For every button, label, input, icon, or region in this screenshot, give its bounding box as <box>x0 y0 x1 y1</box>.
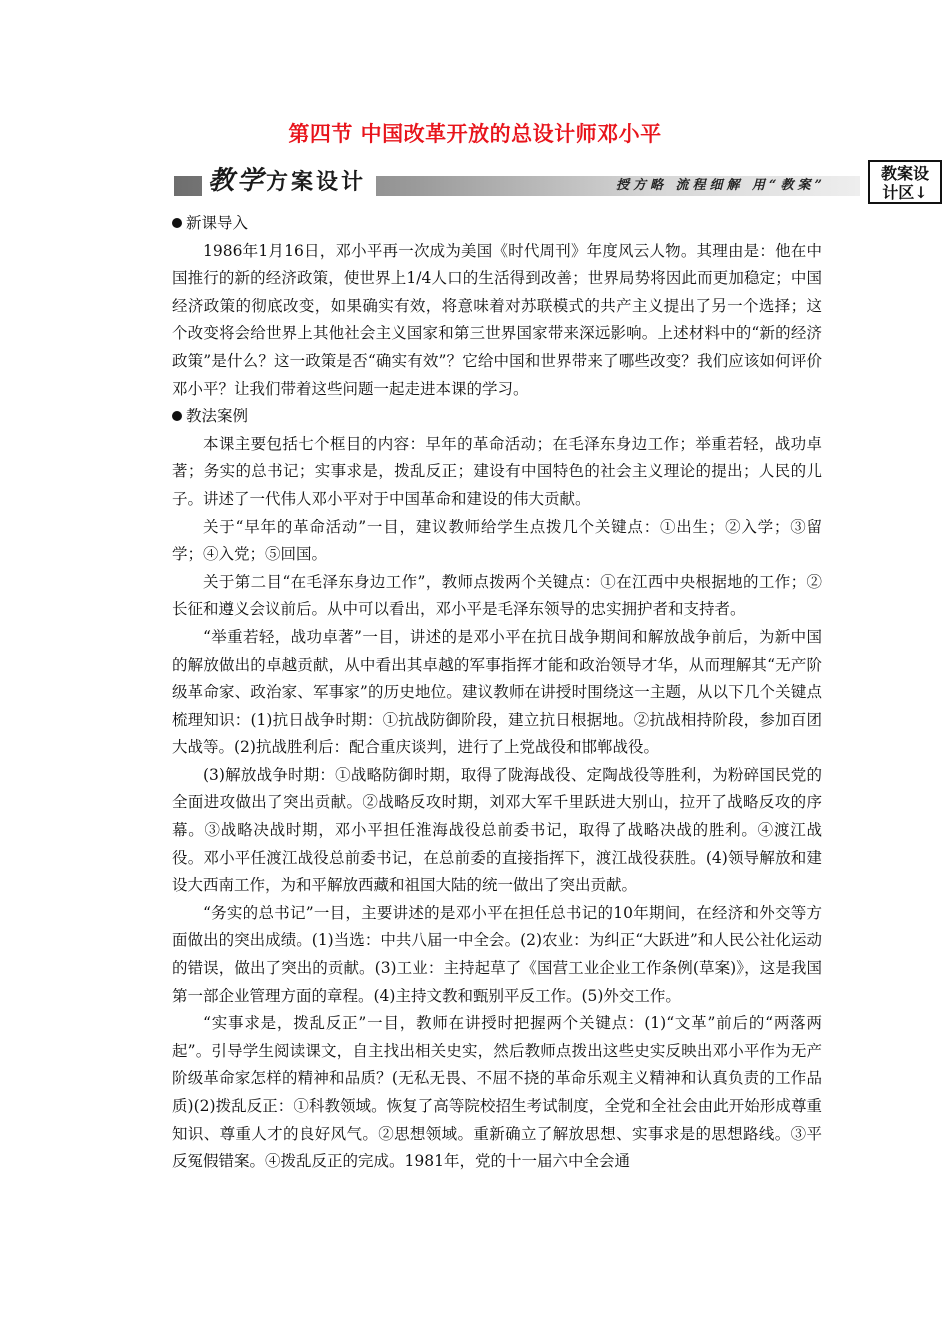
side-box-line-1: 教案设 <box>880 164 929 183</box>
paragraph: 本课主要包括七个框目的内容：早年的革命活动；在毛泽东身边工作；举重若轻，战功卓著；务实的总书记；实事求是，拨乱反正；建设有中国特色的社会主义理论的提出；人民的儿子。讲述了一代伟人邓小平对于中国革命和建设的伟大贡献。 <box>172 434 822 508</box>
page-title: 第四节 中国改革开放的总设计师邓小平 <box>288 121 662 146</box>
paragraph: (3)解放战争时期：①战略防御时期，取得了陇海战役、定陶战役等胜利，为粉碎国民党的全面进攻做出了突出贡献。②战略反攻时期，刘邓大军千里跃进大别山，拉开了战略反攻的序幕。③战略决战时期，邓小平担任淮海战役总前委书记，取得了战略决战的胜利。④渡江战役。邓小平任渡江战役总前委书记，在总前委的直接指挥下，渡江战役获胜。(4)领导解放和建设大西南工作，为和平解放西藏和祖国大陆的统一做出了突出贡献。 <box>172 765 822 895</box>
side-box-line-2: 计区↓ <box>882 183 928 202</box>
section-heading-text: 新课导入 <box>186 214 249 232</box>
paragraph: “实事求是，拨乱反正”一目，教师在讲授时把握两个关键点：(1)“文革”前后的“两落两起”。引导学生阅读课文，自主找出相关史实，然后教师点拨出这些史实反映出邓小平作为无产阶级革命家怎样的精神和品质？(无私无畏、不屈不挠的革命乐观主义精神和认真负责的工作品质)(2)拨乱反正：①科教领域。恢复了高等院校招生考试制度，全党和全社会由此开始形成尊重知识、尊重人才的良好风气。②思想领域。重新确立了解放思想、实事求是的思想路线。③平反冤假错案。④拨乱反正的完成。1981年，党的十一届六中全会通 <box>172 1014 822 1171</box>
banner-heading-rest: 方案设计 <box>266 169 367 195</box>
section-banner <box>174 164 860 198</box>
bullet-icon <box>172 411 182 421</box>
section-heading-intro <box>172 210 822 238</box>
banner-heading-stylized: 教学 <box>208 166 267 196</box>
lesson-plan-side-box <box>868 160 942 204</box>
paragraph: 1986年1月16日，邓小平再一次成为美国《时代周刊》年度风云人物。其理由是：他在中国推行的新的经济政策，使世界上1/4人口的生活得到改善；世界局势将因此而更加稳定；中国经济政策的彻底改变，如果确实有效，将意味着对苏联模式的共产主义提出了另一个选择；这个改变将会给世界上其他社会主义国家和第三世界国家带来深远影响。上述材料中的“新的经济政策”是什么？这一政策是否“确实有效”？它给中国和世界带来了哪些改变？我们应该如何评价邓小平？让我们带着这些问题一起走进本课的学习。 <box>172 241 822 398</box>
banner-subtitle: 授方略 流程细解 用“教案” <box>615 178 826 193</box>
paragraph: 关于“早年的革命活动”一目，建议教师给学生点拨几个关键点：①出生；②入学；③留学；④入党；⑤回国。 <box>172 517 822 564</box>
section-heading-teaching <box>172 403 822 431</box>
section-heading-text: 教法案例 <box>186 407 249 426</box>
document-body <box>172 210 822 1176</box>
bullet-icon <box>172 218 182 228</box>
paragraph: 关于第二目“在毛泽东身边工作”，教师点拨两个关键点：①在江西中央根据地的工作；②长征和遵义会议前后。从中可以看出，邓小平是毛泽东领导的忠实拥护者和支持者。 <box>172 572 822 619</box>
banner-heading <box>202 164 376 199</box>
paragraph: “务实的总书记”一目，主要讲述的是邓小平在担任总书记的10年期间，在经济和外交等方面做出的突出成绩。(1)当选：中共八届一中全会。(2)农业：为纠正“大跃进”和人民公社化运动的错误，做出了突出的贡献。(3)工业：主持起草了《国营工业企业工作条例(草案)》，这是我国第一部企业管理方面的章程。(4)主持文教和甄别平反工作。(5)外交工作。 <box>172 903 822 1005</box>
paragraph: “举重若轻，战功卓著”一目，讲述的是邓小平在抗日战争期间和解放战争前后，为新中国的解放做出的卓越贡献，从中看出其卓越的军事指挥才能和政治领导才华，从而理解其“无产阶级革命家、政治家、军事家”的历史地位。建议教师在讲授时围绕这一主题，从以下几个关键点梳理知识：(1)抗日战争时期：①抗战防御阶段，建立抗日根据地。②抗战相持阶段，参加百团大战等。(2)抗战胜利后：配合重庆谈判，进行了上党战役和邯郸战役。 <box>172 627 822 757</box>
